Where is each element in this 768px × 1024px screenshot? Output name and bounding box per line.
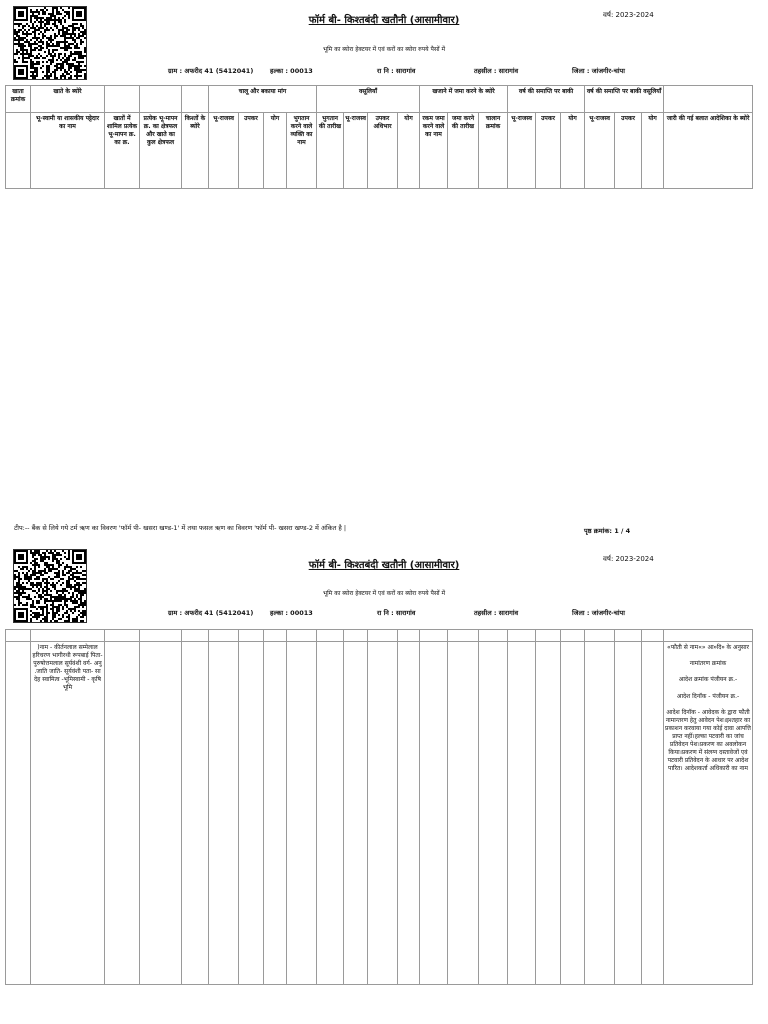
header-row-1 — [6, 86, 753, 113]
rni-label: रा नि : सारागांव — [377, 609, 416, 617]
col-recoveries: वसूलियाँ — [317, 86, 420, 113]
tehsil-label: तहसील : सारागांव — [474, 67, 519, 75]
form-year: वर्ष: 2023-2024 — [603, 555, 654, 563]
halka-label: हल्का : 00013 — [270, 609, 313, 617]
col-account-details: खाते के ब्योरे — [31, 86, 105, 113]
col-year-end-recoveries: वर्ष की समाप्ति पर बाकी वसूलियाँ — [585, 86, 664, 113]
form-subtitle: भूमि का ब्योरा हेक्टयर में एवं करों का ब्योरा रुपये पैसों में — [322, 590, 446, 597]
table-row — [6, 642, 753, 985]
halka-label: हल्का : 00013 — [270, 67, 313, 75]
village-label: ग्राम : अफरीद 41 (5412041) — [168, 609, 254, 617]
form-title: फॉर्म बी- किश्तबंदी खतौनी (आसामीवार) — [308, 560, 460, 571]
col-year-end-balance: वर्ष की समाप्ति पर बाकी — [508, 86, 585, 113]
footnote: टीप:-- बैंक से लिये गये टर्म ऋण का विवरण 'फॉर्म पी- खसरा खण्ड-1' में तथा फसल ऋण का विवरण 'फॉर्म पी- खसरा खण्ड-2 में अंकित है | — [14, 524, 347, 532]
header-row-2: भू-स्वामी या शासकीय पट्टेदार का नाम खातों में शामिल प्रत्येक भू-मापन क्र. का क्र. प्रत्येक भू-मापन क्र. का क्षेत्रफल और खाते का कुल क्षेत्रफल किश्तों के ब्योरे भू-राजस्व उपकर योग भुगतान करने वाले व्यक्ति का नाम भुगतान की तारीख भू-राजस्व उपकर अधिभार योग रकम जमा करने वाले का नाम जमा करने की तारीख चालान क्रमांक भू-राजस्व उपकर योग भू-राजस्व उपकर योग जारी की गई बलात आदेशिका के ब्योरे — [6, 113, 753, 189]
district-label: जिला : जांजगीर-चांपा — [572, 609, 625, 617]
order-details: «फौती से नाम«» आ०दि० के अनुसार नामांतरण क्रमांक आदेश क्रमांक पंजीयन क्र.- आदेश दिनॉक - पंजीयन क्र.- आदेश दिनॉक - आवेदक के द्वारा फौती नामान्तरण हेतु आवेदन पेश।इश्तहार का प्रकाशन करवाया गया कोई दावा आपत्ति प्राप्त नहीं।हल्का पटवारी का जांच प्रतिवेदन पेश।प्रकरण का अवलोकन किया।प्रकरण में संलग्न दस्तावेजों एवं पटवारी प्रतिवेदन के आधार पर आदेश पारित। आदेशकर्ता अधिकारी का नाम — [664, 642, 753, 985]
form-title: फॉर्म बी- किश्तबंदी खतौनी (आसामीवार) — [308, 15, 460, 26]
rni-label: रा नि : सारागांव — [377, 67, 416, 75]
form-year: वर्ष: 2023-2024 — [603, 11, 654, 19]
district-label: जिला : जांजगीर-चांपा — [572, 67, 625, 75]
col-account-no: खाता क्रमांक — [6, 86, 31, 113]
tehsil-label: तहसील : सारागांव — [474, 609, 519, 617]
village-label: ग्राम : अफरीद 41 (5412041) — [168, 67, 254, 75]
ledger-table-page-2 — [5, 629, 753, 985]
form-subtitle: भूमि का ब्योरा हेक्टयर में एवं करों का ब्योरा रुपये पैसों में — [322, 46, 446, 53]
page-number: पृष्ठ क्रमांक: 1 / 4 — [584, 527, 631, 535]
ledger-table — [5, 85, 753, 189]
spacer-row — [6, 630, 753, 642]
owner-details: )नाम - कीर्तनलाल सम्मेलाल हरिचरण भागीरथी रूपबाई पिता- पुरुषोत्तमलाल सूर्यवंशी वर्ग- अनु .जाति जाति- सूर्यवंशी पता- सा देह स्वामित्व -भूमिस्वामी - कृषि भूमि — [31, 642, 105, 985]
col-treasury: खजाने में जमा करने के ब्योरे — [420, 86, 508, 113]
col-current-arrears: चालू और बकाया मांग — [209, 86, 317, 113]
